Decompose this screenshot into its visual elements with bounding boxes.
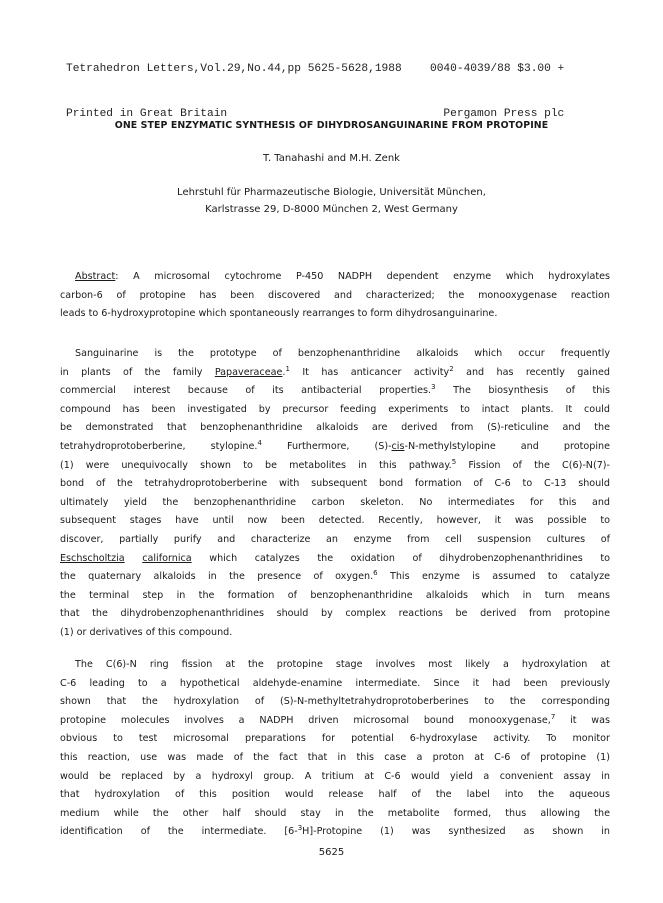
paragraph-line: The C(6)-N ring fission at the protopine stage involves most likely a hydroxylation at bbox=[75, 659, 610, 670]
paragraph-line: compound has been investigated by precursor feeding experiments to intact plants. It could bbox=[60, 403, 610, 415]
paragraph-line: that hydroxylation of this position would release half of the label into the aqueous bbox=[60, 789, 610, 801]
paragraph-line: tetrahydroprotoberberine, stylopine.$^4$ Furthermore, (S)-cis-N-methylstylopine and protopine bbox=[60, 438, 610, 452]
citation-ref: 4 bbox=[257, 438, 262, 447]
cis-term: cis bbox=[391, 440, 405, 452]
paragraph-line: Eschscholtzia californica which catalyzes the oxidation of dihydrobenzophenanthridines to bbox=[60, 552, 610, 564]
paragraph-line: shown that the hydroxylation of (S)-N-methyltetrahydroprotoberberines to the corresponding bbox=[60, 696, 610, 708]
isotope-superscript: 3 bbox=[297, 824, 303, 833]
citation-ref: 7 bbox=[550, 712, 556, 721]
header-right bbox=[430, 32, 564, 152]
abstract-line: carbon-6 of protopine has been discovered and characterized; the monooxygenase reaction bbox=[60, 289, 610, 301]
paragraph-2 bbox=[60, 656, 610, 842]
abstract-text: : A microsomal cytochrome P-450 NADPH dependent enzyme which hydroxylates bbox=[115, 271, 610, 282]
paragraph-line: be demonstrated that benzophenanthridine alkaloids are derived from (S)-reticuline and the bbox=[60, 422, 610, 434]
article-title: ONE STEP ENZYMATIC SYNTHESIS OF DIHYDROSANGUINARINE FROM PROTOPINE bbox=[114, 120, 549, 131]
article-authors: T. Tanahashi and M.H. Zenk bbox=[263, 153, 400, 164]
affiliation bbox=[0, 184, 663, 218]
paragraph-line: obvious to test microsomal preparations for potential 6-hydroxylase activity. To monitor bbox=[60, 733, 610, 745]
family-name: Papaveraceae bbox=[214, 366, 283, 378]
citation-ref: 1 bbox=[285, 364, 290, 373]
paragraph-line: this reaction, use was made of the fact that in this case a proton at C-6 of protopine (1) bbox=[60, 751, 610, 763]
paragraph-line: the terminal step in the formation of benzophenanthridine alkaloids which in turn means bbox=[60, 589, 610, 601]
page-number: 5625 bbox=[318, 847, 345, 858]
paragraph-1 bbox=[60, 345, 610, 643]
paragraph-line: protopine molecules involves a NADPH driven microsomal bound monooxygenase,$^7$ it was bbox=[60, 712, 611, 726]
paragraph-line: identification of the intermediate. [6-$^3$H]-Protopine (1) was synthesized as shown in bbox=[60, 824, 610, 838]
citation-ref: 5 bbox=[451, 457, 457, 466]
affiliation-line-1: Lehrstuhl für Pharmazeutische Biologie, Universität München, bbox=[177, 187, 486, 198]
paragraph-line: the quaternary alkaloids in the presence of oxygen.$^6$ This enzyme is assumed to catalyze bbox=[60, 569, 611, 583]
abstract-line: leads to 6-hydroxyprotopine which spontaneously rearranges to form dihydrosanguinarine. bbox=[60, 308, 498, 320]
affiliation-line-2: Karlstrasse 29, D-8000 München 2, West Germany bbox=[205, 204, 458, 215]
paragraph-line: subsequent stages have until now been detected. Recently, however, it was possible to bbox=[60, 515, 610, 527]
paragraph-line: discover, partially purify and characterize an enzyme from cell suspension cultures of bbox=[60, 533, 610, 545]
paragraph-line: bond of the tetrahydroprotoberberine with subsequent bond formation of C-6 to C-13 should bbox=[60, 478, 610, 490]
issn-price: 0040-4039/88 $3.00 + bbox=[430, 63, 565, 75]
journal-citation: Tetrahedron Letters,Vol.29,No.44,pp 5625-5628,1988 bbox=[66, 63, 402, 75]
abstract-label: Abstract bbox=[75, 271, 116, 282]
paragraph-line: ultimately yield the benzophenanthridine carbon skeleton. No intermediates for this and bbox=[60, 496, 610, 508]
abstract bbox=[60, 268, 610, 324]
species-name: californica bbox=[142, 552, 192, 564]
paragraph-line: Sanguinarine is the prototype of benzophenanthridine alkaloids which occur frequently bbox=[75, 348, 610, 359]
paragraph-line: (1) or derivatives of this compound. bbox=[60, 626, 233, 638]
paragraph-line: C-6 leading to a hypothetical aldehyde-enamine intermediate. Since it had been previously bbox=[60, 677, 610, 689]
paragraph-line: would be replaced by a hydroxyl group. A tritium at C-6 would yield a convenient assay in bbox=[60, 770, 610, 782]
paragraph-line: in plants of the family Papaveraceae.$^1$ It has anticancer activity$^2$ and has recently gained bbox=[60, 364, 610, 378]
citation-ref: 2 bbox=[449, 364, 454, 373]
header-left bbox=[66, 32, 402, 152]
publisher: Pergamon Press plc bbox=[443, 108, 565, 120]
printed-location: Printed in Great Britain bbox=[66, 108, 228, 120]
citation-ref: 6 bbox=[373, 569, 378, 578]
paragraph-line: commercial interest because of its antibacterial properties.$^3$ The biosynthesis of this bbox=[60, 383, 610, 397]
paragraph-line: medium while the other half should stay in the metabolite formed, thus allowing the bbox=[60, 807, 610, 819]
paragraph-line: (1) were unequivocally shown to be metabolites in this pathway.$^5$ Fission of the C(6)-N(7)- bbox=[60, 457, 611, 471]
citation-ref: 3 bbox=[431, 383, 436, 392]
paragraph-line: that the dihydrobenzophenanthridines should by complex reactions be derived from protopine bbox=[60, 608, 610, 620]
genus-name: Eschscholtzia bbox=[60, 552, 125, 564]
